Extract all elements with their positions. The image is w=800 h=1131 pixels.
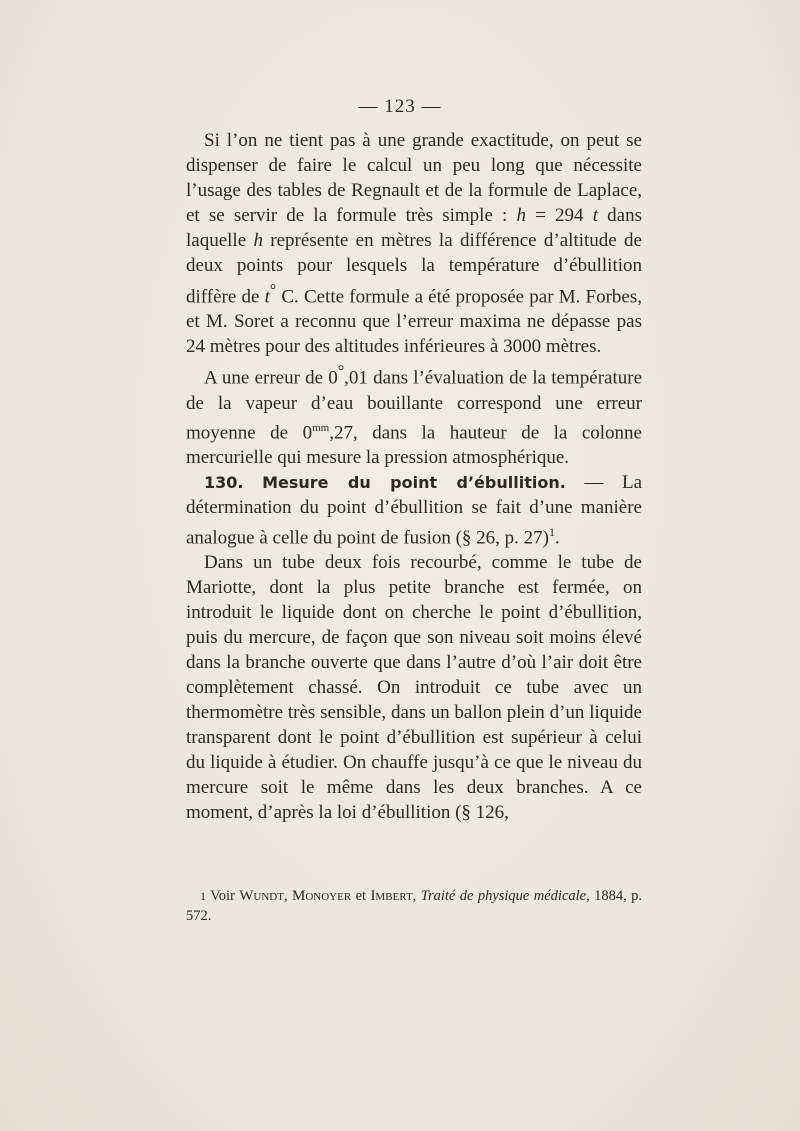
text-run: , 1884, p. 572. xyxy=(186,888,643,924)
section-number: 130. xyxy=(204,472,244,492)
text-run: , xyxy=(412,888,421,904)
footnote-marker: 1 xyxy=(200,889,206,903)
footnote-reference: 1 xyxy=(549,524,556,539)
author-name: Wundt xyxy=(239,888,284,904)
body-text xyxy=(186,128,642,825)
text-run: Si l’on ne tient pas à une grande exactitude, on peut se dispenser de faire le calcul un peu long que nécessite l’usage des tables de Regnault et de la formule de Laplace, et se servir de la formule très simple : xyxy=(186,130,642,226)
text-run: , xyxy=(283,888,292,904)
footnote-text xyxy=(186,886,642,926)
unit-mm: mm xyxy=(312,421,330,434)
formula-text: = 294 xyxy=(526,205,593,226)
text-run: C. Cette formule a été proposée par M. Forbes, et M. Soret a reconnu que l’erreur maxima ne dépasse pas 24 mètres pour des altitudes inférieures à 3000 mètres. xyxy=(186,286,642,358)
paragraph-2 xyxy=(186,359,642,470)
text-run: — La détermination du point d’ébullition se fait d’une manière analogue à celle du point de fusion (§ 26, p. 27) xyxy=(186,471,642,549)
book-title: Traité de physique médicale xyxy=(420,888,587,904)
text-run: Voir xyxy=(210,888,240,904)
paragraph-3 xyxy=(186,470,642,550)
text-run: représente en mètres la différence d’altitude de deux points pour lesquels la température d’ébullition diffère de xyxy=(186,230,642,308)
formula-variable-h: h xyxy=(516,205,526,226)
degree-sign: ° xyxy=(269,282,277,299)
formula-variable-t: t xyxy=(592,205,599,226)
text-run: ,01 dans l’évaluation de la température de la vapeur d’eau bouillante correspond une erreur moyenne de 0 xyxy=(186,367,642,443)
variable-t: t xyxy=(264,286,270,308)
author-name: Imbert xyxy=(370,888,413,904)
text-run: . xyxy=(555,527,560,549)
text-run: et xyxy=(351,888,371,904)
page-number: — 123 — xyxy=(358,96,442,117)
paragraph-4: Dans un tube deux fois recourbé, comme le tube de Mariotte, dont la plus petite branche est fermée, on introduit le liquide dont on cherche le point d’ébullition, puis du mercure, de façon que son niveau soit moins élevé dans la branche ouverte que dans l’autre d’où l’air doit être complètement chassé. On introduit ce tube avec un thermomètre très sensible, dans un ballon plein d’un liquide transparent dont le point d’ébullition est supérieur à celui du liquide à étudier. On chauffe jusqu’à ce que le niveau du mercure soit le même dans les deux branches. A ce moment, d’après la loi d’ébullition (§ 126, xyxy=(186,552,642,824)
section-title: Mesure du point d’ébullition. xyxy=(262,472,566,492)
text-run: A une erreur de 0 xyxy=(204,367,338,389)
author-name: Monoyer xyxy=(292,888,352,904)
text-run: ,27, dans la hauteur de la colonne mercurielle qui mesure la pression atmosphérique. xyxy=(186,421,642,468)
text-run: dans laquelle xyxy=(186,205,643,251)
paragraph-1 xyxy=(186,128,642,359)
variable-h: h xyxy=(253,230,263,251)
degree-sign: ° xyxy=(337,363,345,381)
footnote xyxy=(186,886,642,926)
